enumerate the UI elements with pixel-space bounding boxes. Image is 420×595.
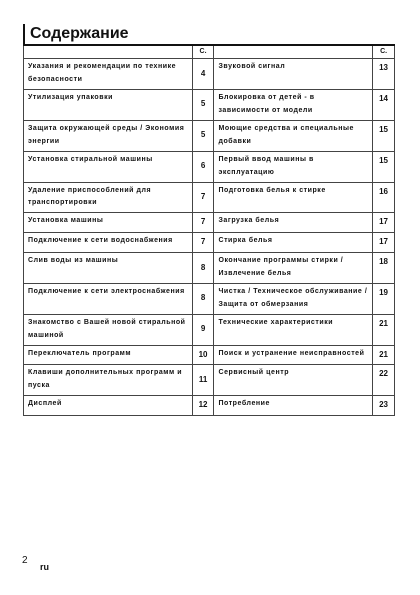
entry-title-right[interactable]: Потребление [214, 396, 373, 416]
entry-page-right[interactable]: 23 [373, 396, 395, 416]
contents-row [24, 213, 395, 233]
contents-row [24, 59, 395, 90]
entry-page-left[interactable]: 7 [192, 233, 214, 253]
entry-page-left[interactable]: 8 [192, 283, 214, 314]
entry-title-right[interactable]: Стирка белья [214, 233, 373, 253]
entry-page-right[interactable]: 14 [373, 89, 395, 120]
entry-title-left[interactable]: Защита окружающей среды / Экономия энергии [24, 120, 193, 151]
page-title: Содержание [30, 25, 129, 42]
entry-title-left[interactable]: Установка стиральной машины [24, 151, 193, 182]
contents-row [24, 365, 395, 396]
entry-title-right[interactable]: Технические характеристики [214, 314, 373, 345]
header-page-right: С. [373, 45, 395, 59]
contents-row [24, 120, 395, 151]
entry-page-left[interactable]: 8 [192, 252, 214, 283]
entry-page-left[interactable]: 9 [192, 314, 214, 345]
contents-table [23, 44, 395, 416]
title-accent-bar [23, 24, 25, 44]
entry-page-left[interactable]: 10 [192, 345, 214, 365]
contents-header-row [24, 45, 395, 59]
entry-title-right[interactable]: Моющие средства и специальные добавки [214, 120, 373, 151]
entry-page-left[interactable]: 7 [192, 213, 214, 233]
contents-row [24, 151, 395, 182]
entry-page-right[interactable]: 13 [373, 59, 395, 90]
entry-title-left[interactable]: Переключатель программ [24, 345, 193, 365]
entry-title-right[interactable]: Блокировка от детей - в зависимости от модели [214, 89, 373, 120]
entry-page-left[interactable]: 6 [192, 151, 214, 182]
entry-page-right[interactable]: 21 [373, 345, 395, 365]
entry-page-right[interactable]: 17 [373, 213, 395, 233]
entry-title-right[interactable]: Звуковой сигнал [214, 59, 373, 90]
entry-page-left[interactable]: 11 [192, 365, 214, 396]
entry-title-left[interactable]: Дисплей [24, 396, 193, 416]
entry-title-right[interactable]: Подготовка белья к стирке [214, 182, 373, 213]
entry-page-left[interactable]: 5 [192, 120, 214, 151]
entry-title-left[interactable]: Клавиши дополнительных программ и пуска [24, 365, 193, 396]
entry-title-left[interactable]: Знакомство с Вашей новой стиральной машиной [24, 314, 193, 345]
entry-page-right[interactable]: 16 [373, 182, 395, 213]
contents-row [24, 396, 395, 416]
entry-title-right[interactable]: Поиск и устранение неисправностей [214, 345, 373, 365]
contents-row [24, 345, 395, 365]
entry-page-right[interactable]: 15 [373, 151, 395, 182]
entry-title-right[interactable]: Загрузка белья [214, 213, 373, 233]
header-blank-left [24, 45, 193, 59]
entry-title-left[interactable]: Установка машины [24, 213, 193, 233]
contents-row [24, 252, 395, 283]
entry-page-left[interactable]: 4 [192, 59, 214, 90]
entry-title-left[interactable]: Подключение к сети электроснабжения [24, 283, 193, 314]
entry-page-right[interactable]: 21 [373, 314, 395, 345]
entry-title-left[interactable]: Указания и рекомендации по технике безопасности [24, 59, 193, 90]
entry-page-left[interactable]: 12 [192, 396, 214, 416]
entry-title-left[interactable]: Удаление приспособлений для транспортировки [24, 182, 193, 213]
contents-row [24, 89, 395, 120]
entry-title-right[interactable]: Сервисный центр [214, 365, 373, 396]
entry-title-left[interactable]: Утилизация упаковки [24, 89, 193, 120]
entry-title-right[interactable]: Чистка / Техническое обслуживание / Защита от обмерзания [214, 283, 373, 314]
entry-title-right[interactable]: Окончание программы стирки / Извлечение белья [214, 252, 373, 283]
contents-row [24, 182, 395, 213]
entry-page-right[interactable]: 18 [373, 252, 395, 283]
page-number: 2 [22, 555, 28, 566]
entry-page-right[interactable]: 17 [373, 233, 395, 253]
entry-page-right[interactable]: 22 [373, 365, 395, 396]
header-page-left: С. [192, 45, 214, 59]
header-blank-right [214, 45, 373, 59]
entry-title-left[interactable]: Слив воды из машины [24, 252, 193, 283]
entry-page-left[interactable]: 7 [192, 182, 214, 213]
contents-row [24, 233, 395, 253]
entry-page-right[interactable]: 15 [373, 120, 395, 151]
contents-row [24, 314, 395, 345]
language-code: ru [40, 562, 49, 572]
contents-row [24, 283, 395, 314]
entry-title-right[interactable]: Первый ввод машины в эксплуатацию [214, 151, 373, 182]
entry-page-right[interactable]: 19 [373, 283, 395, 314]
entry-page-left[interactable]: 5 [192, 89, 214, 120]
entry-title-left[interactable]: Подключение к сети водоснабжения [24, 233, 193, 253]
